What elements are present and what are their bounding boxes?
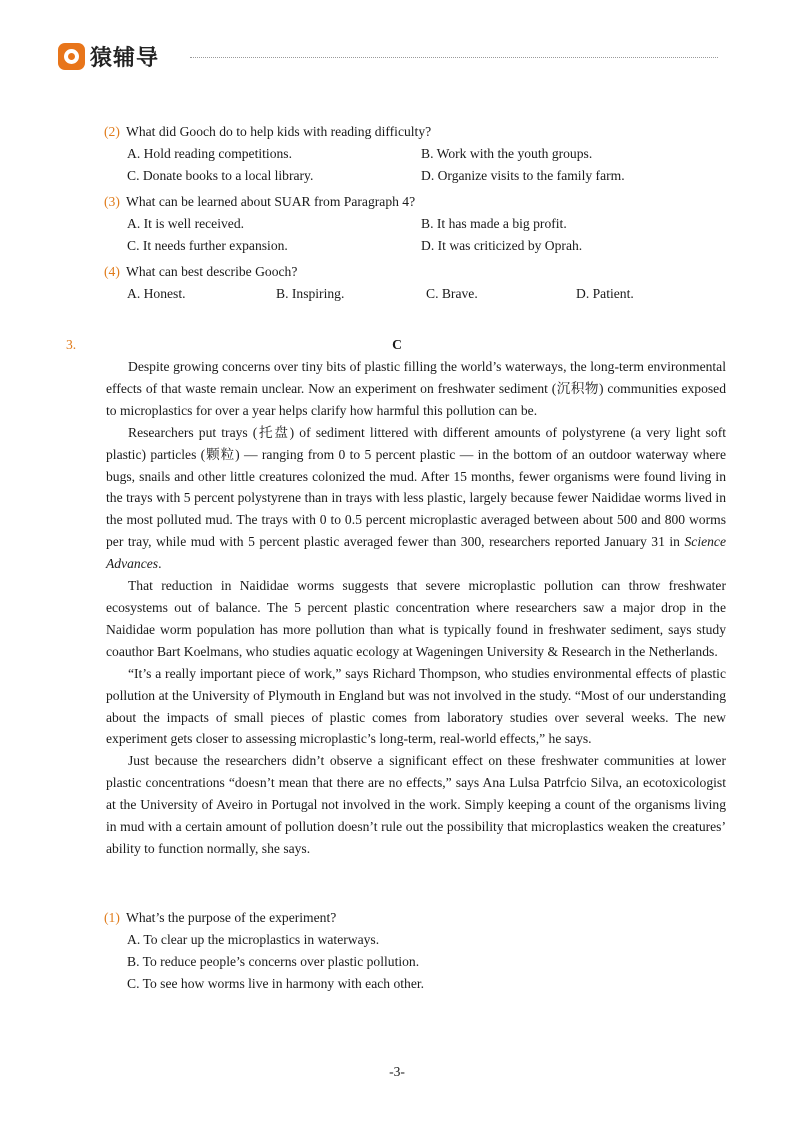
option-a: A. It is well received. bbox=[127, 216, 245, 231]
header-dotted-rule bbox=[190, 57, 718, 58]
option-a: A. To clear up the microplastics in waterways. bbox=[127, 932, 380, 947]
page-header bbox=[58, 40, 718, 76]
passage-paragraph-5: Just because the researchers didn’t observe a significant effect on these freshwater communities at lower plastic concentrations “doesn’t mean that there are no effects,” says Ana Lulsa Patrfcio Silva, an ecotoxicologist at the University of Aveiro in Portugal not involved in the work. Simply keeping a count of the organisms living in mud with a certain amount of pollution doesn’t rule out the possibility that microplastics weaken the creatures’ ability to function normally, she says. bbox=[106, 753, 726, 856]
question-number: (2) bbox=[104, 124, 120, 139]
question-text: What can best describe Gooch? bbox=[126, 264, 298, 279]
question-number: (3) bbox=[104, 194, 120, 209]
option-d: D. Patient. bbox=[576, 286, 634, 301]
section-number: 3. bbox=[66, 337, 77, 352]
passage-paragraph-4: “It’s a really important piece of work,” says Richard Thompson, who studies environmental effects of plastic pollution at the University of Plymouth in England but was not involved in the study. “Most of our understanding about the impacts of small pieces of plastic comes from laboratory studies over several weeks. The new experiment gets closer to assessing microplastic’s long-term, real-world effects,” he says. bbox=[106, 665, 726, 747]
logo-icon bbox=[58, 43, 85, 70]
option-d: D. Organize visits to the family farm. bbox=[421, 168, 625, 183]
question-1 bbox=[104, 910, 336, 926]
section-title: C bbox=[392, 337, 402, 352]
question-number: (4) bbox=[104, 264, 120, 279]
option-a: A. Honest. bbox=[127, 286, 186, 301]
option-c: C. Brave. bbox=[426, 286, 478, 301]
passage-paragraph-2: Researchers put trays (托盘) of sediment littered with different amounts of polystyrene (a very light soft plastic) particles (颗粒) — ranging from 0 to 5 percent plastic — in the bottom of an outdoor waterway where bugs, snails and other little creatures colonized the mud. After 15 months, fewer organisms were found living in the trays with 5 percent polystyrene than in trays with less plastic, largely because fewer Naididae worms lived in the most polluted mud. The trays with 0 to 0.5 percent microplastic averaged between about 500 and 800 worms per tray, while mud with 5 percent plastic averaged fewer than 300, researchers reported January 31 in Science Advances. bbox=[106, 424, 726, 572]
option-d: D. It was criticized by Oprah. bbox=[421, 238, 583, 253]
question-4 bbox=[104, 264, 297, 280]
option-b: B. To reduce people’s concerns over plastic pollution. bbox=[127, 954, 420, 969]
reading-passage bbox=[106, 356, 726, 860]
question-text: What did Gooch do to help kids with reading difficulty? bbox=[126, 124, 432, 139]
option-c: C. It needs further expansion. bbox=[127, 238, 288, 253]
option-b: B. Inspiring. bbox=[276, 286, 345, 301]
option-a: A. Hold reading competitions. bbox=[127, 146, 292, 161]
passage-paragraph-3: That reduction in Naididae worms suggests that severe microplastic pollution can throw freshwater ecosystems out of balance. The 5 percent plastic concentration where researchers saw a major drop in the Naididae worm population has more pollution than what is typically found in freshwater sediment, says study coauthor Bart Koelmans, who studies aquatic ecology at Wageningen University & Research in the Netherlands. bbox=[106, 578, 726, 659]
page-number: -3- bbox=[389, 1064, 405, 1079]
question-number: (1) bbox=[104, 910, 120, 925]
question-text: What’s the purpose of the experiment? bbox=[126, 910, 337, 925]
option-b: B. Work with the youth groups. bbox=[421, 146, 593, 161]
passage-paragraph-1: Despite growing concerns over tiny bits of plastic filling the world’s waterways, the long-term environmental effects of that waste remain unclear. Now an experiment on freshwater sediment (沉积物) communities exposed to microplastics for over a year helps clarify how harmful this pollution can be. bbox=[106, 359, 726, 418]
option-c: C. Donate books to a local library. bbox=[127, 168, 314, 183]
question-text: What can be learned about SUAR from Paragraph 4? bbox=[126, 194, 416, 209]
option-c: C. To see how worms live in harmony with each other. bbox=[127, 976, 425, 991]
question-2 bbox=[104, 124, 431, 140]
journal-name: Science Advances bbox=[106, 534, 726, 572]
question-3 bbox=[104, 194, 415, 210]
option-b: B. It has made a big profit. bbox=[421, 216, 567, 231]
logo-text: 猿辅导 bbox=[90, 46, 160, 71]
